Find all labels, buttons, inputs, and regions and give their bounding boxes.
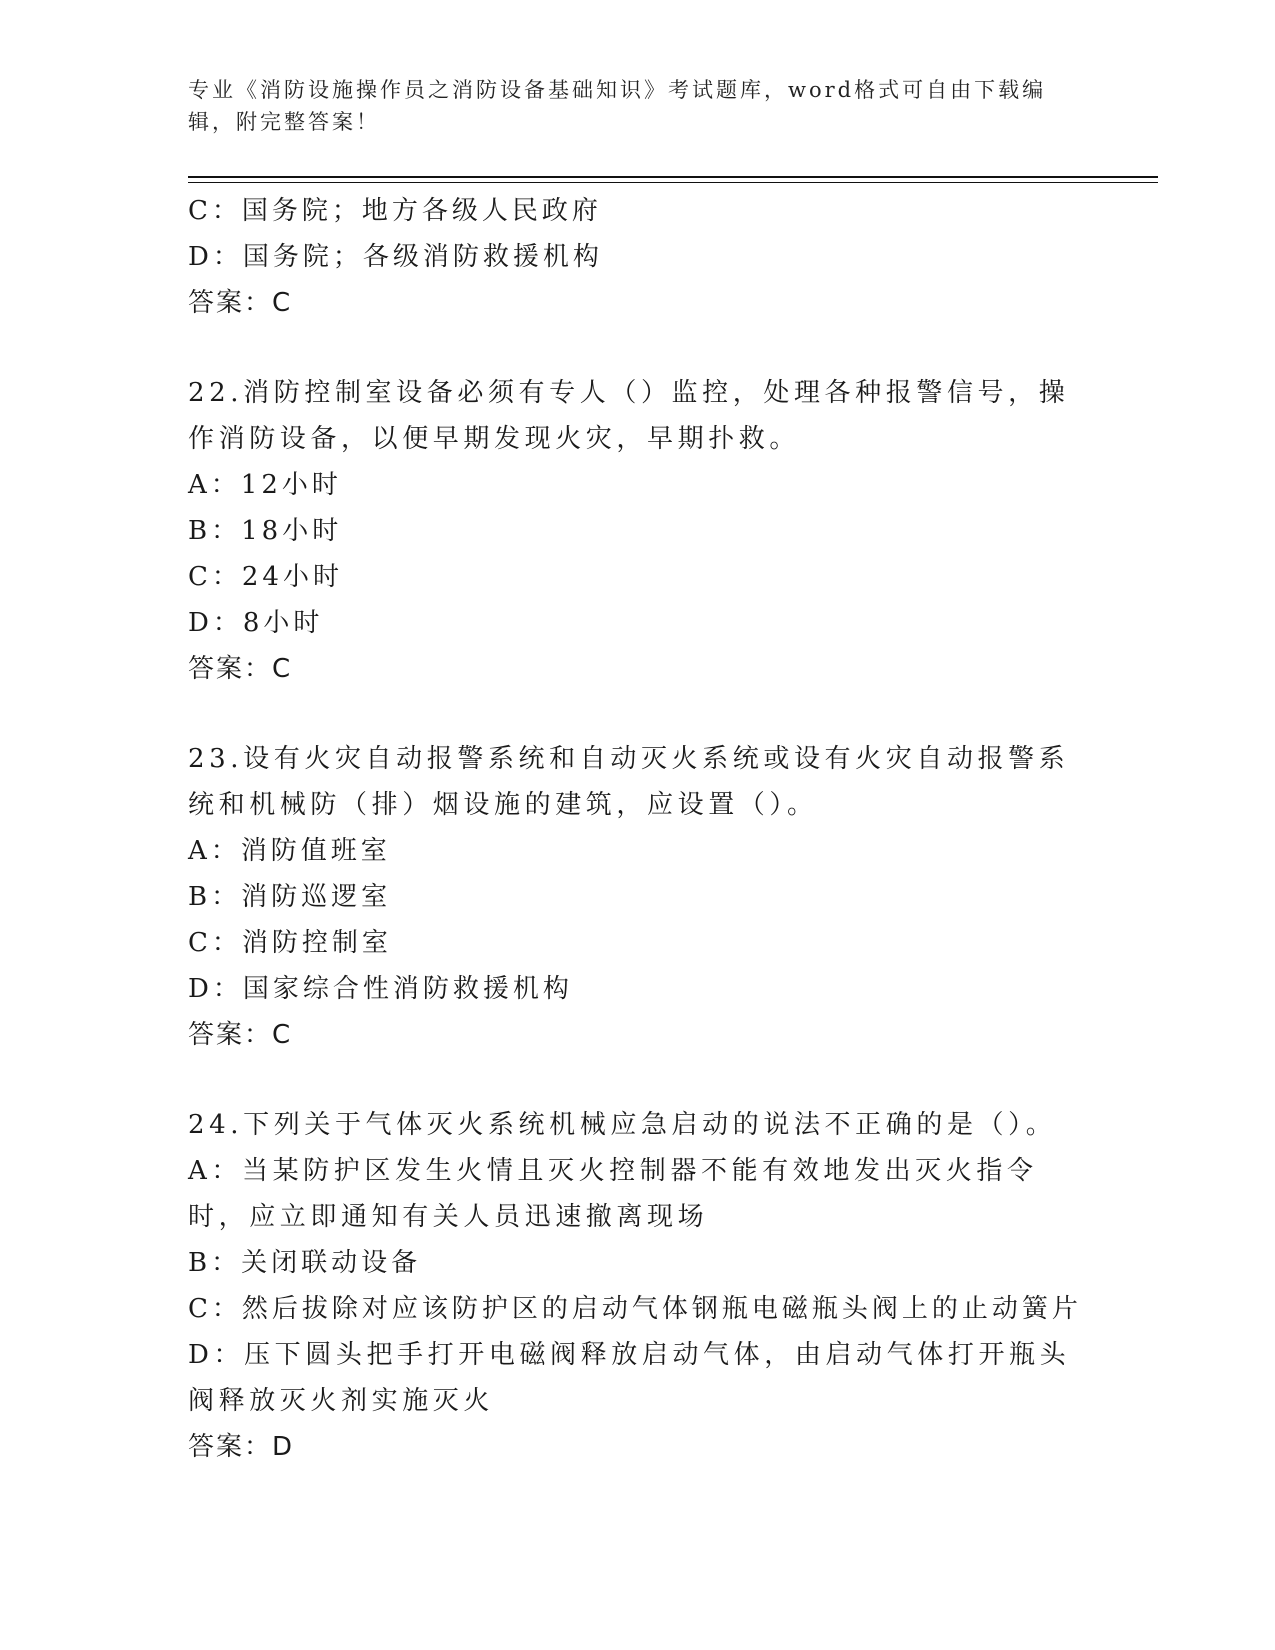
answer: 答案：C (188, 288, 293, 318)
option-c: C：然后拔除对应该防护区的启动气体钢瓶电磁瓶头阀上的止动簧片 (188, 1294, 1082, 1324)
option-a: A：当某防护区发生火情且灭火控制器不能有效地发出灭火指令时，应立即通知有关人员迅速撤离现场 (188, 1156, 1038, 1232)
option-a: A：12小时 (188, 470, 342, 500)
option-d: D：压下圆头把手打开电磁阀释放启动气体，由启动气体打开瓶头阀释放灭火剂实施灭火 (188, 1340, 1071, 1416)
option-b: B：消防巡逻室 (188, 882, 392, 912)
option-d: D：国家综合性消防救援机构 (188, 974, 573, 1004)
answer: 答案：C (188, 1020, 293, 1050)
question-list (188, 188, 1088, 1470)
option-a: A：消防值班室 (188, 836, 391, 866)
option-d: D：国务院；各级消防救援机构 (188, 242, 603, 272)
option-c: C：国务院；地方各级人民政府 (188, 196, 602, 226)
question-text: 23.设有火灾自动报警系统和自动灭火系统或设有火灾自动报警系统和机械防（排）烟设施的建筑，应设置（）。 (188, 744, 1070, 820)
header-rule-thick (188, 176, 1158, 178)
question-21-continued (188, 188, 1088, 326)
question-text: 22.消防控制室设备必须有专人（）监控，处理各种报警信号，操作消防设备，以便早期发现火灾，早期扑救。 (188, 378, 1070, 454)
option-b: B：关闭联动设备 (188, 1248, 422, 1278)
question-text: 24.下列关于气体灭火系统机械应急启动的说法不正确的是（）。 (188, 1110, 1057, 1140)
answer: 答案：D (188, 1432, 295, 1462)
question-24 (188, 1102, 1088, 1470)
question-22 (188, 370, 1088, 692)
option-c: C：消防控制室 (188, 928, 392, 958)
option-d: D：8小时 (188, 608, 324, 638)
page-header: 专业《消防设施操作员之消防设备基础知识》考试题库，word格式可自由下载编辑，附完整答案！ (188, 78, 1047, 134)
header-rule-thin (188, 182, 1158, 183)
option-c: C：24小时 (188, 562, 343, 592)
option-b: B：18小时 (188, 516, 343, 546)
question-23 (188, 736, 1088, 1058)
answer: 答案：C (188, 654, 293, 684)
